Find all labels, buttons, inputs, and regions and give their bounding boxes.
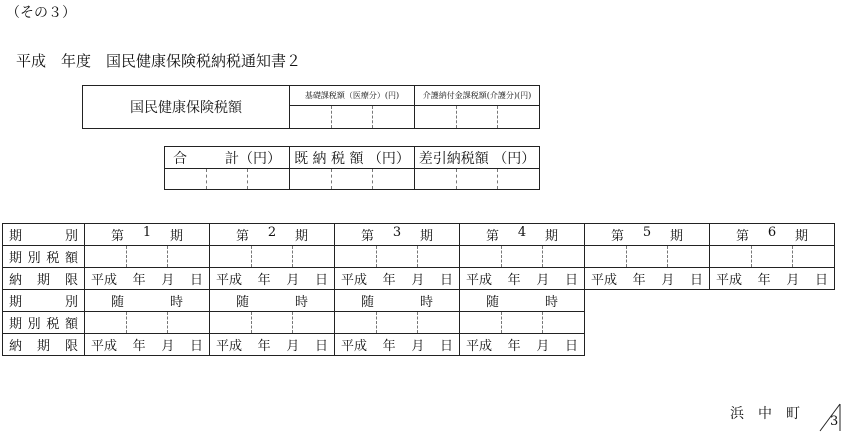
balance-header: 差引納税額 （円） xyxy=(415,147,540,169)
anytime-2-header: 随 時 xyxy=(210,290,335,312)
town-name: 浜 中 町 xyxy=(730,406,800,422)
anytime-4-header: 随 時 xyxy=(460,290,585,312)
medical-amount-cell xyxy=(290,106,415,129)
period-5-due-date: 平成 年 月 日 xyxy=(585,268,710,290)
period-2-amount xyxy=(210,246,335,268)
period-row-label: 期 別 xyxy=(3,224,85,246)
period-3-header: 第 3 期 xyxy=(335,224,460,246)
period-1-header: 第 1 期 xyxy=(85,224,210,246)
due-row-label: 納 期 限 xyxy=(3,268,85,290)
paid-amount-cell xyxy=(290,169,415,190)
anytime-3-header: 随 時 xyxy=(335,290,460,312)
medical-portion-header: 基礎課税額（医療分）(円) xyxy=(290,86,415,106)
care-portion-header: 介護納付金課税額(介護分)(円) xyxy=(415,86,540,106)
period-6-amount xyxy=(710,246,835,268)
anytime-2-due-date: 平成 年 月 日 xyxy=(210,334,335,356)
anytime-amount-row-label: 期 別 税 額 xyxy=(3,312,85,334)
paid-header: 既 納 税 額 （円） xyxy=(290,147,415,169)
period-5-amount xyxy=(585,246,710,268)
anytime-due-row-label: 納 期 限 xyxy=(3,334,85,356)
period-2-header: 第 2 期 xyxy=(210,224,335,246)
anytime-3-amount xyxy=(335,312,460,334)
care-amount-cell xyxy=(415,106,540,129)
period-4-amount xyxy=(460,246,585,268)
anytime-1-amount xyxy=(85,312,210,334)
anytime-4-due-date: 平成 年 月 日 xyxy=(460,334,585,356)
period-1-amount xyxy=(85,246,210,268)
anytime-1-due-date: 平成 年 月 日 xyxy=(85,334,210,356)
period-3-amount xyxy=(335,246,460,268)
period-3-due-date: 平成 年 月 日 xyxy=(335,268,460,290)
page-number: 3 xyxy=(830,414,839,429)
summary-table xyxy=(164,146,540,190)
anytime-1-header: 随 時 xyxy=(85,290,210,312)
period-5-header: 第 5 期 xyxy=(585,224,710,246)
balance-amount-cell xyxy=(415,169,540,190)
total-amount-cell xyxy=(165,169,290,190)
period-4-due-date: 平成 年 月 日 xyxy=(460,268,585,290)
anytime-2-amount xyxy=(210,312,335,334)
period-6-header: 第 6 期 xyxy=(710,224,835,246)
blank-area xyxy=(585,290,835,356)
total-header: 合 計（円） xyxy=(165,147,290,169)
period-4-header: 第 4 期 xyxy=(460,224,585,246)
period-2-due-date: 平成 年 月 日 xyxy=(210,268,335,290)
tax-row-label: 国民健康保険税額 xyxy=(83,86,290,129)
anytime-3-due-date: 平成 年 月 日 xyxy=(335,334,460,356)
anytime-4-amount xyxy=(460,312,585,334)
amount-row-label: 期 別 税 額 xyxy=(3,246,85,268)
period-6-due-date: 平成 年 月 日 xyxy=(710,268,835,290)
anytime-period-row-label: 期 別 xyxy=(3,290,85,312)
page-label: （その３） xyxy=(6,5,76,21)
period-1-due-date: 平成 年 月 日 xyxy=(85,268,210,290)
document-title: 平成 年度 国民健康保険税納税通知書２ xyxy=(16,52,302,70)
tax-amount-table xyxy=(82,85,540,129)
installment-schedule-table xyxy=(2,223,835,356)
